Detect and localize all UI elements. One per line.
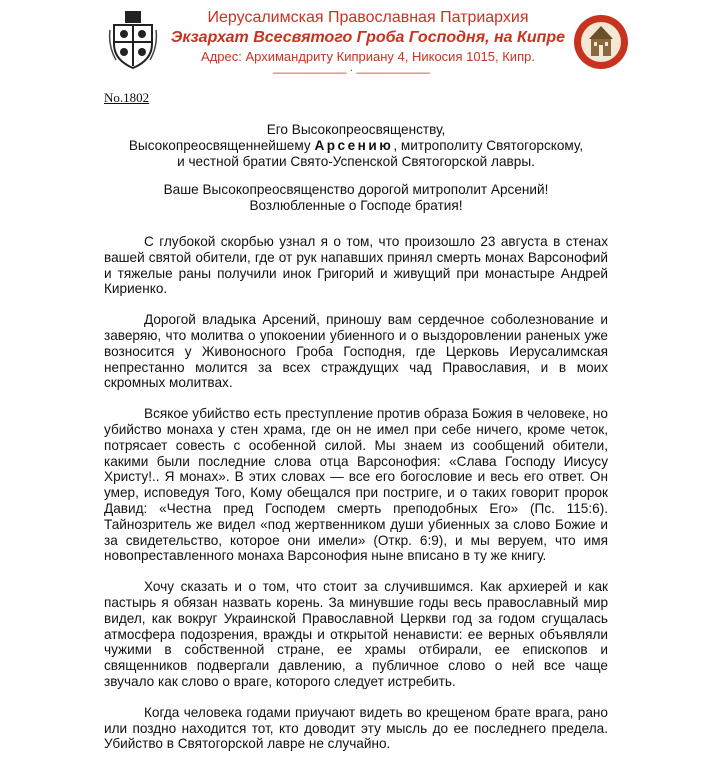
exarchate-address: Адрес: Архимандриту Киприану 4, Никосия 1015, Кипр.: [201, 49, 535, 64]
document-number: No.1802: [104, 90, 150, 105]
salutation-line: Ваше Высокопреосвященство дорогой митрополит Арсений!: [163, 182, 549, 198]
addressee-title: Высокопреосвященнейшему: [128, 137, 315, 153]
paragraph: С глубокой скорбью узнал я о том, что произошло 23 августа в стенах вашей святой обители, где от рук напавших принял смерть монах Варсонофий и тяжелые раны получили инок Григорий и живущий при монастыре Андрей Кириенко.: [104, 233, 608, 297]
date-placeholder: ___________ . ___________: [273, 60, 430, 74]
paragraph: Всякое убийство есть преступление против образа Божия в человеке, но убийство монаха у стен храма, где он не имел при себе ничего, кроме четок, потрясает совесть с особенной силой. Мы знаем из сообщений обители, какими были последние слова отца Варсонофия: «Слава Господу Иисусу Христу!.. Я монах». В этих словах — все его богословие и весь его ответ. Он умер, исповедуя Того, Кому обещался при постриге, и о таких говорит пророк Давид: «Честна пред Господем смерть преподобных Его» (Пс. 115:6). Тайнозритель же видел «под жертвенником души убиенных за слово Божие и за свидетельство, которое они имели» (Откр. 6:9), и мы веруем, что имя новопреставленного монаха Варсонофия ныне вписано в ту же книгу.: [104, 406, 608, 564]
holy-sepulchre-seal-icon: [573, 14, 629, 70]
letter-body: [104, 122, 608, 767]
addressee-see: , митрополиту Святогорскому,: [393, 137, 584, 153]
exarchate-name: Экзархат Всесвятого Гроба Господня, на Кипре: [170, 29, 566, 46]
paragraph: Когда человека годами приучают видеть во крещеном брате врага, рано или поздно находится тот, кто доводит эту мысль до ее последнего предела. Убийство в Святогорской лавре не случайно.: [104, 704, 608, 752]
salutation-line: Возлюбленные о Господе братия!: [249, 198, 463, 214]
patriarchate-emblem-icon: [108, 10, 158, 70]
patriarchate-name: Иерусалимская Православная Патриархия: [207, 9, 529, 26]
addressee-line: и честной братии Свято-Успенской Святогорской лавры.: [177, 153, 535, 169]
paragraph: Дорогой владыка Арсений, приношу вам сердечное соболезнование и заверяю, что молитва о упокоении убиенного и о выздоровлении раненых уже возносится у Живоносного Гроба Господня, где Церковь Иерусалимская непрестанно молится за всех страждущих чад Православия, и в моих скромных молитвах.: [104, 312, 608, 391]
letterhead: [0, 0, 720, 90]
salutation: [104, 182, 608, 214]
addressee-name: Арсению: [314, 137, 394, 153]
paragraph: Хочу сказать и о том, что стоит за случившимся. Как архиерей и как пастырь я обязан назвать корень. За минувшие годы весь православный мир видел, как вокруг Украинской Православной Церкви год за годом сгущалась атмосфера подозрения, вражды и открытой ненависти: ее верных объявляли чужими в собственной стране, ее храмы отбирали, ее епископов и священников подвергали давлению, а публичное слово о ней все чаще звучало как слово о враге, которого следует истребить.: [104, 579, 608, 689]
letterhead-text: [168, 8, 568, 66]
addressee-line: Его Высокопреосвященству,: [266, 122, 446, 137]
addressee-block: [104, 122, 608, 169]
addressee-line: [104, 138, 608, 154]
